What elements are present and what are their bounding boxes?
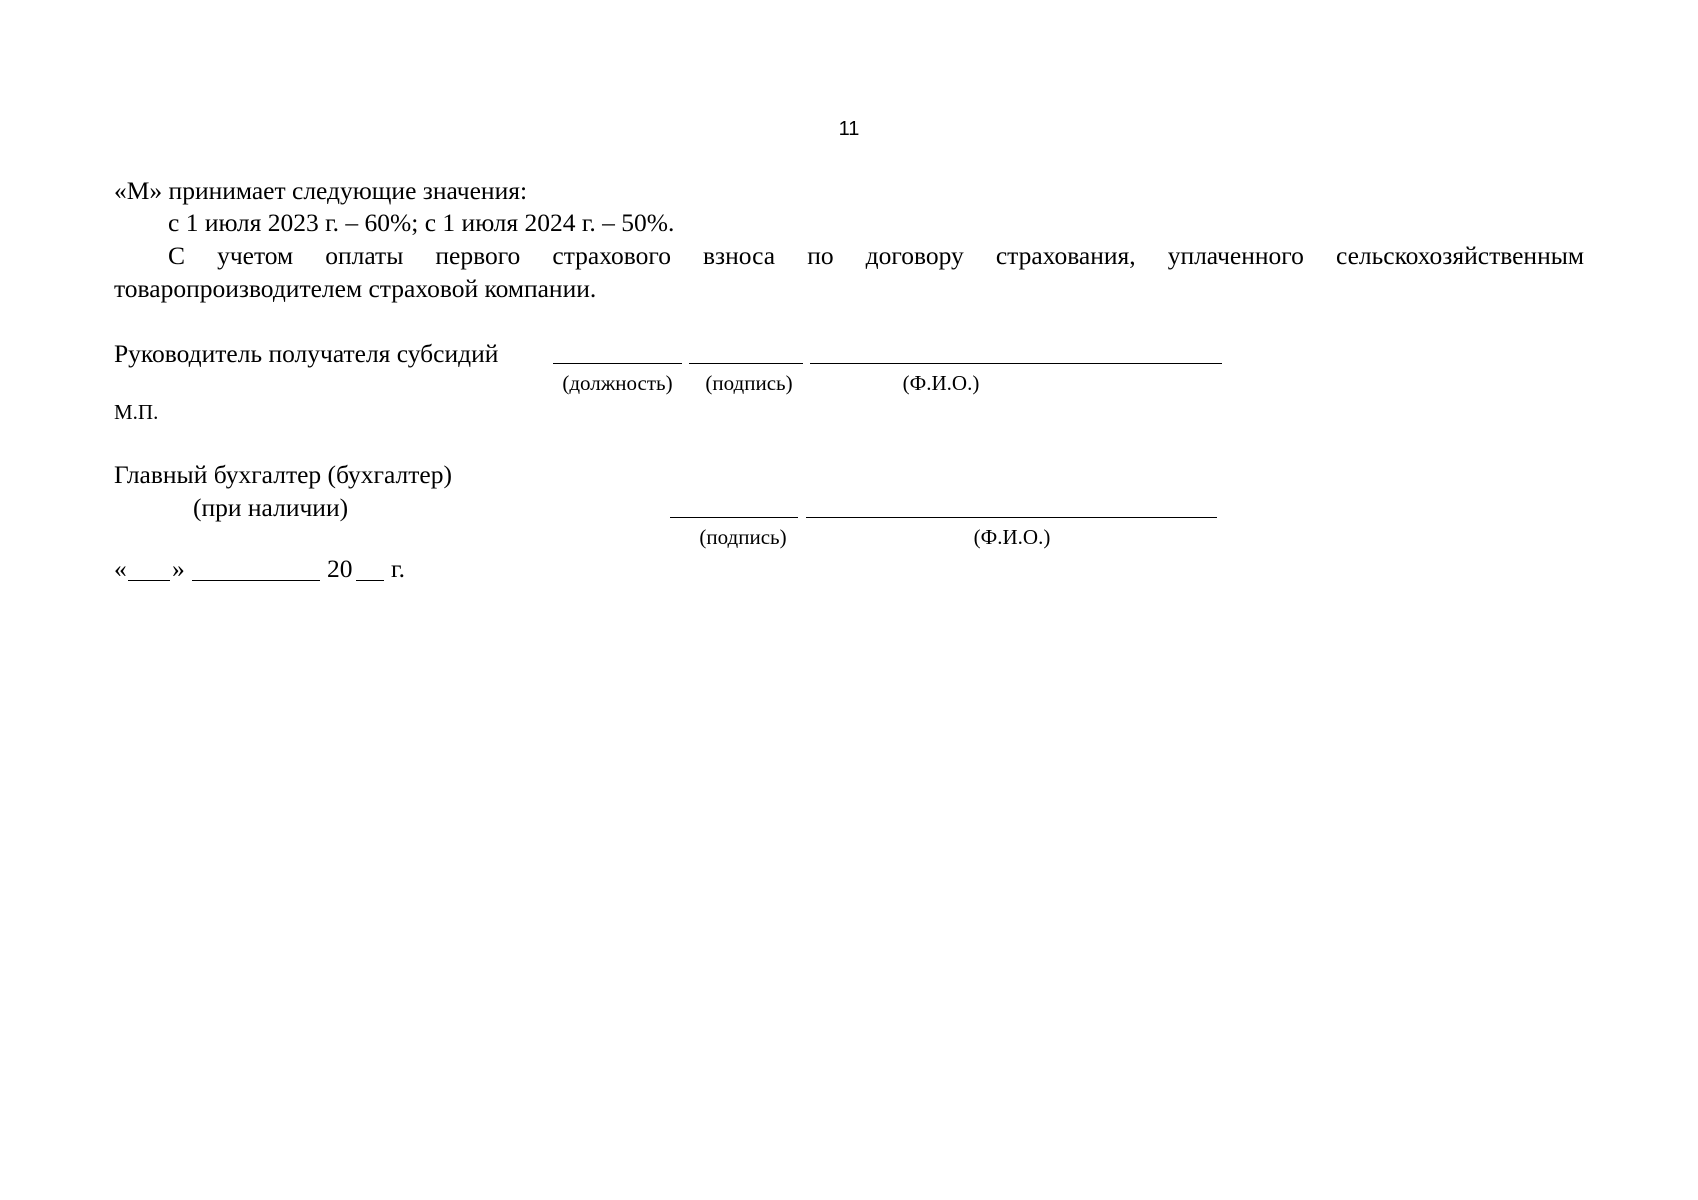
head-name-line bbox=[810, 363, 1222, 364]
page-number: 11 bbox=[838, 118, 860, 140]
accountant-name-caption: (Ф.И.О.) bbox=[973, 525, 1051, 549]
stamp-placeholder: М.П. bbox=[114, 400, 159, 424]
date-year-prefix: 20 bbox=[327, 554, 353, 583]
date-year-line bbox=[356, 580, 384, 581]
date-day-line bbox=[128, 580, 170, 581]
head-position-caption: (должность) bbox=[562, 371, 673, 395]
accountant-signature-line bbox=[670, 517, 798, 518]
accountant-signature-caption: (подпись) bbox=[699, 525, 787, 549]
accountant-note: (при наличии) bbox=[193, 493, 349, 522]
head-signature-label: Руководитель получателя субсидий bbox=[114, 339, 499, 368]
accountant-signature-label: Главный бухгалтер (бухгалтер) bbox=[114, 460, 452, 489]
head-name-caption: (Ф.И.О.) bbox=[902, 371, 980, 395]
head-position-line bbox=[553, 363, 682, 364]
head-signature-caption: (подпись) bbox=[705, 371, 793, 395]
date-year-suffix: г. bbox=[391, 554, 405, 583]
date-close-quote: » bbox=[172, 554, 185, 583]
head-signature-line bbox=[689, 363, 803, 364]
date-month-line bbox=[192, 580, 320, 581]
body-line-2: с 1 июля 2023 г. – 60%; с 1 июля 2024 г. – 50%. bbox=[168, 208, 675, 237]
accountant-name-line bbox=[806, 517, 1217, 518]
body-paragraph-line-1: С учетом оплаты первого страхового взноса по договору страхования, уплаченного сельскохозяйственным bbox=[168, 241, 1584, 270]
date-open-quote: « bbox=[114, 554, 127, 583]
body-paragraph-line-2: товаропроизводителем страховой компании. bbox=[114, 274, 597, 303]
body-line-1: «М» принимает следующие значения: bbox=[114, 176, 528, 205]
